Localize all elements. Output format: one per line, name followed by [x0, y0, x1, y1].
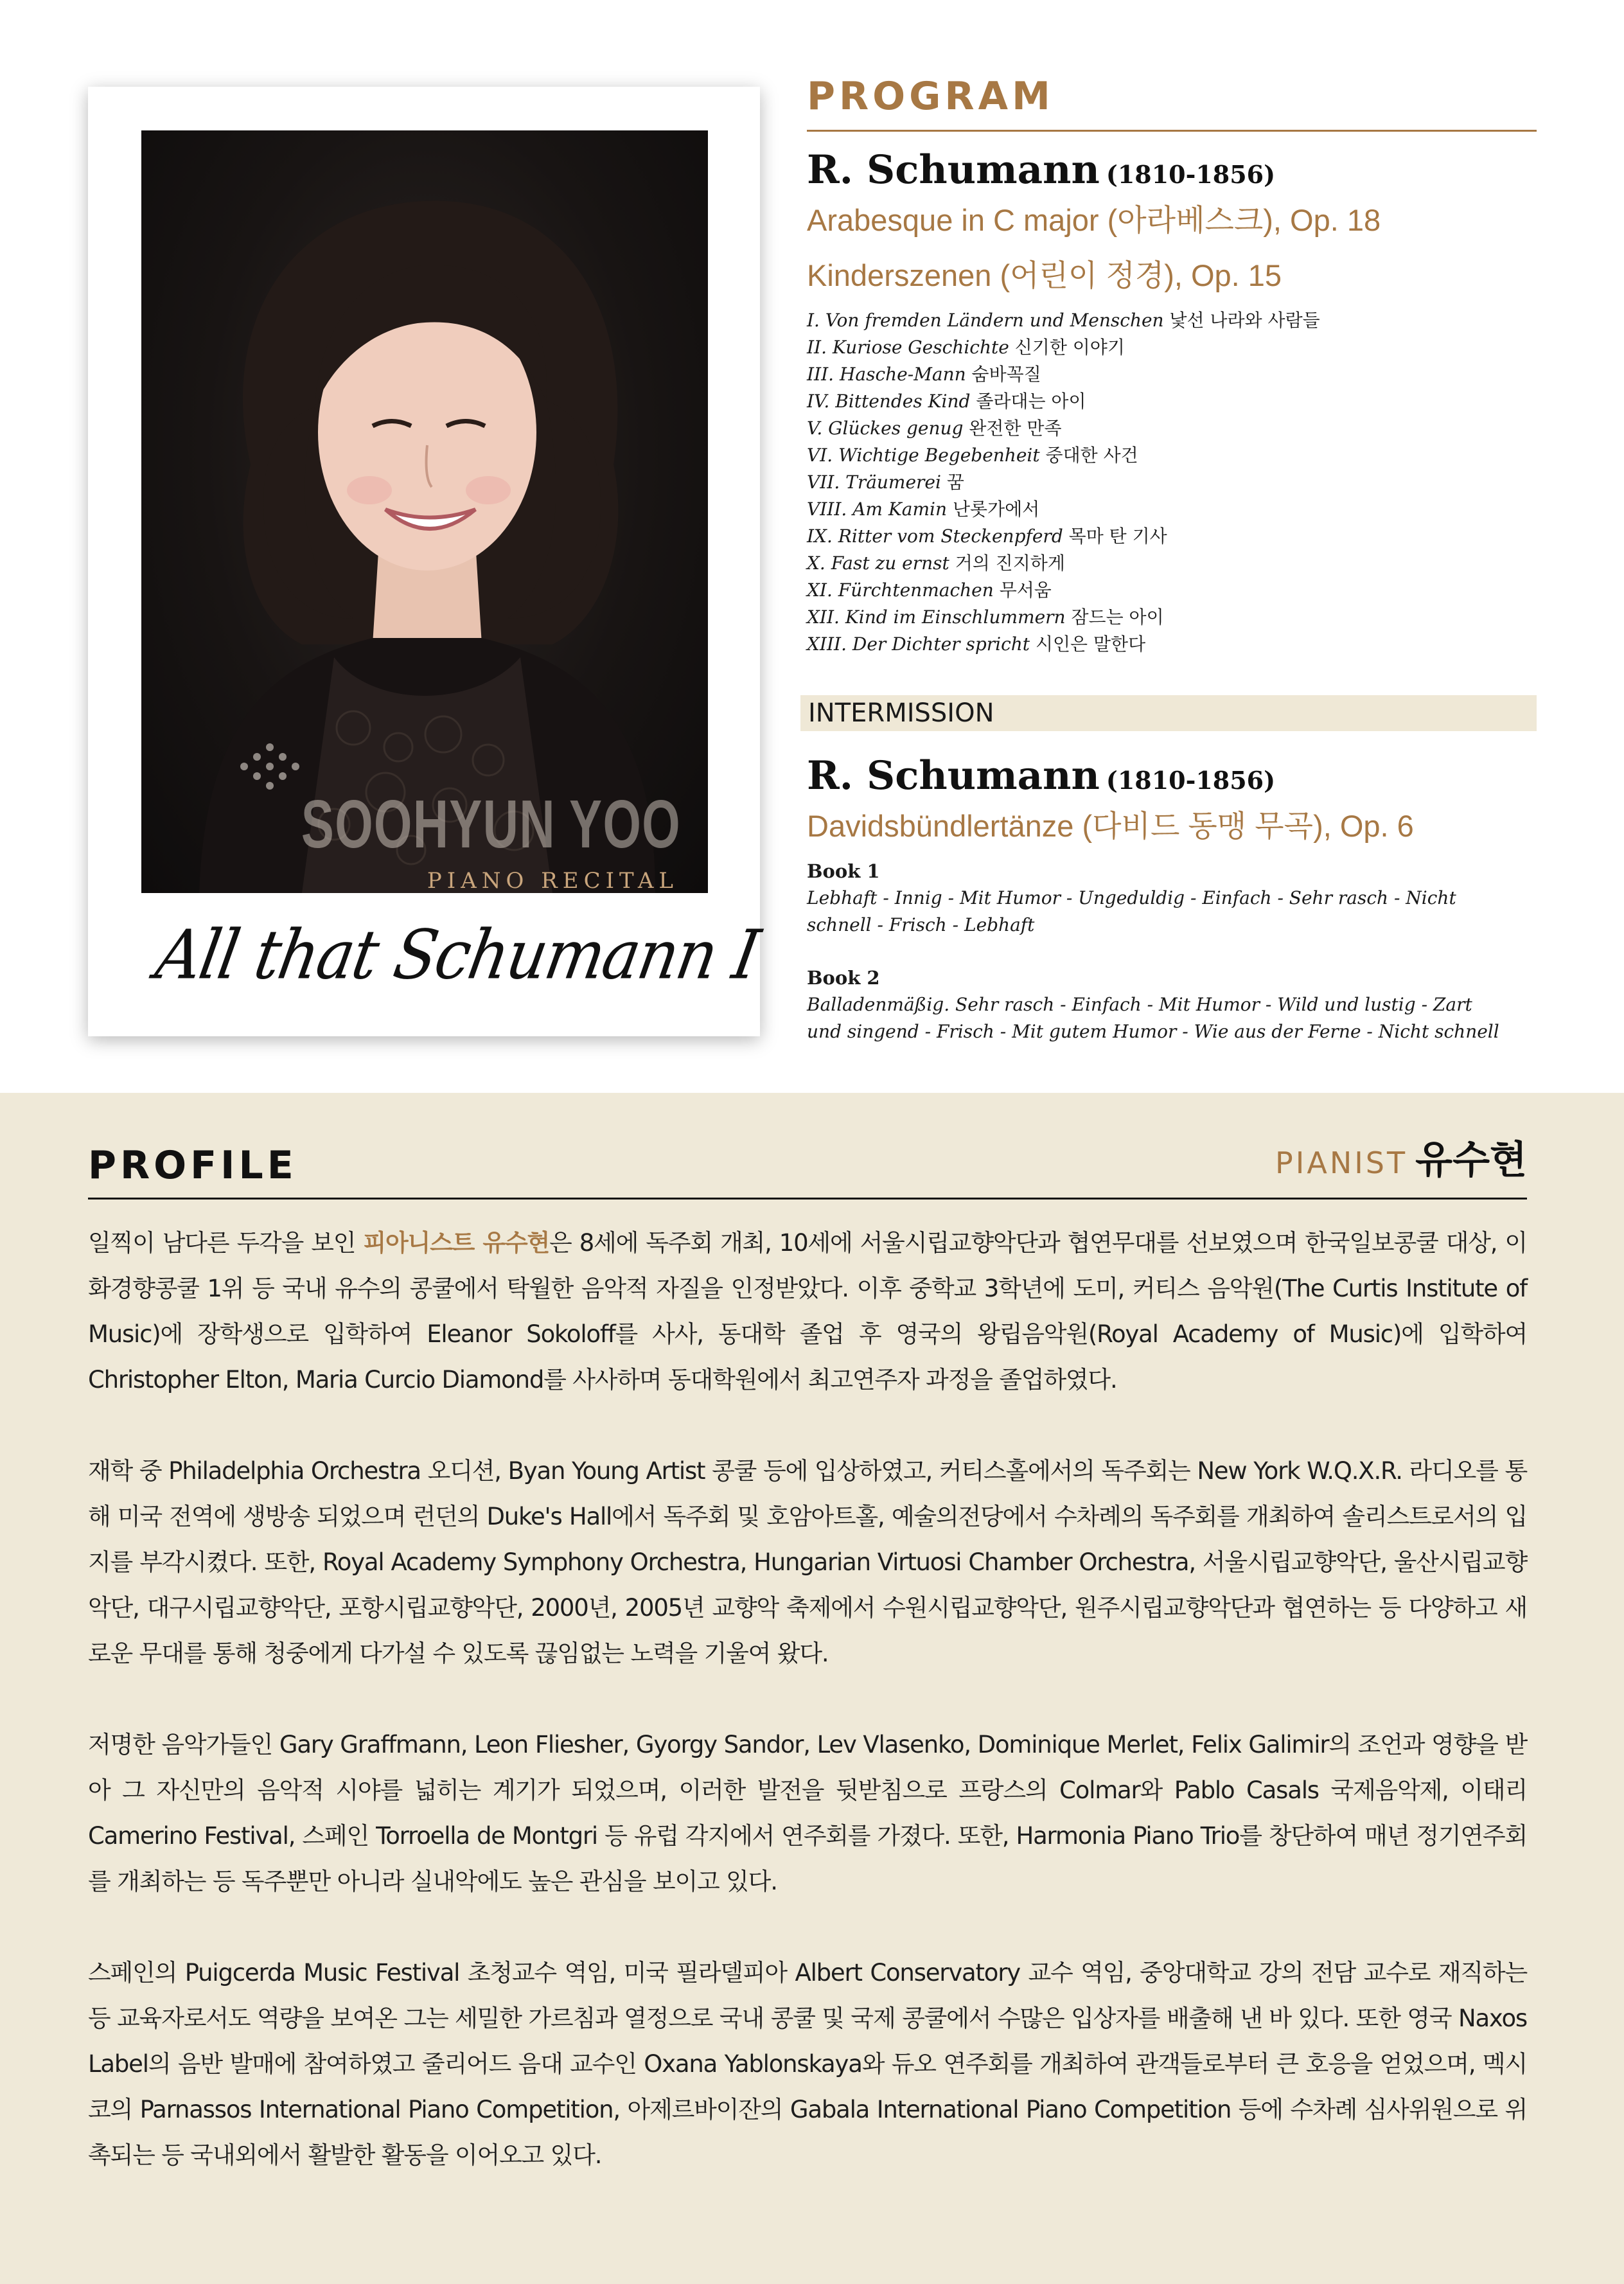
book-1-title: Book 1 — [807, 860, 880, 882]
bio-paragraph: 재학 중 Philadelphia Orchestra 오디션, Byan Young Artist 콩쿨 등에 입상하였고, 커티스홀에서의 독주회는 New York W.Q.X.R. 라디오를 통해 미국 전역에 생방송 되었으며 런던의 Duke's Hall에서 독주회 및 호암아트홀, 예술의전당에서 수차례의 독주회를 개최하여 솔리스트로서의 입지를 부각시켰다. 또한, Royal Academy Symphony Orchestra, Hungarian Virtuosi Chamber Orchestra, 서울시립교향악단, 울산시립교향악단, 대구시립교향악단, 포항시립교향악단, 2000년, 2005년 교향악 축제에서 수원시립교향악단, 원주시립교향악단과 협연하는 등 다양하고 새로운 무대를 통해 청중에게 다가설 수 있도록 끊임없는 노력을 기울여 왔다. — [88, 1457, 1527, 1667]
program-section — [807, 71, 1537, 1045]
movement-item: VI. Wichtige Begebenheit 중대한 사건 — [807, 445, 1138, 466]
composer-name: R. Schumann — [807, 147, 1100, 193]
composer-heading — [807, 750, 1537, 806]
pianist-role: PIANIST — [1275, 1146, 1408, 1180]
movement-item: IV. Bittendes Kind 졸라대는 아이 — [807, 391, 1086, 412]
composer-years: (1810-1856) — [1106, 160, 1276, 189]
composer-heading — [807, 145, 1537, 200]
composer-name: R. Schumann — [807, 753, 1100, 799]
movement-item: IX. Ritter vom Steckenpferd 목마 탄 기사 — [807, 526, 1167, 547]
intermission-bar: INTERMISSION — [800, 695, 1537, 731]
bio-paragraph: 스페인의 Puigcerda Music Festival 초청교수 역임, 미국 필라델피아 Albert Conservatory 교수 역임, 중앙대학교 강의 전담 교수로 재직하는 등 교육자로서도 역량을 보여온 그는 세밀한 가르침과 열정으로 국내 콩쿨 및 국제 콩쿨에서 수많은 입상자를 배출해 낸 바 있다. 또한 영국 Naxos Label의 음반 발매에 참여하였고 줄리어드 음대 교수인 Oxana Yablonskaya와 듀오 연주회를 개최하여 관객들로부터 큰 호응을 얻었으며, 멕시코의 Parnassos International Piano Competition, 아제르바이잔의 Gabala International Piano Competition 등에 수차례 심사위원으로 위촉되는 등 국내외에서 활발한 활동을 이어오고 있다. — [88, 1959, 1527, 2169]
photo-title: SOOHYUN YOO — [301, 786, 681, 862]
book-2-text: Balladenmäßig. Sehr rasch - Einfach - Mit Humor - Wild und lustig - Zart und singend - Frisch - Mit gutem Humor - Wie aus der Ferne - Nicht schnell — [807, 994, 1499, 1042]
movement-item: V. Glückes genug 완전한 만족 — [807, 418, 1062, 439]
program-heading: PROGRAM — [807, 74, 1054, 119]
book-2-title: Book 2 — [807, 967, 880, 989]
movement-item: II. Kuriose Geschichte 신기한 이야기 — [807, 337, 1125, 358]
composer-years: (1810-1856) — [1106, 766, 1276, 795]
profile-section — [0, 1093, 1624, 2284]
movement-list — [807, 307, 1537, 658]
profile-heading: PROFILE — [88, 1143, 297, 1188]
pianist-name: 유수현 — [1415, 1138, 1527, 1183]
work-title: Arabesque in C major (아라베스크), Op. 18 — [807, 203, 1381, 237]
movement-item: XIII. Der Dichter spricht 시인은 말한다 — [807, 633, 1146, 655]
bio-paragraph: 일찍이 남다른 두각을 보인 피아니스트 유수현은 8세에 독주회 개최, 10세에 서울시립교향악단과 협연무대를 선보였으며 한국일보콩쿨 대상, 이화경향콩쿨 1위 등 국내 유수의 콩쿨에서 탁월한 음악적 자질을 인정받았다. 이후 중학교 3학년에 도미, 커티스 음악원(The Curtis Institute of Music)에 장학생으로 입학하여 Eleanor Sokoloff를 사사, 동대학 졸업 후 영국의 왕립음악원(Royal Academy of Music)에 입학하여 Christopher Elton, Maria Curcio Diamond를 사사하며 동대학원에서 최고연주자 과정을 졸업하였다. — [88, 1229, 1527, 1394]
work-title: Kinderszenen (어린이 정경), Op. 15 — [807, 258, 1282, 292]
movement-item: III. Hasche-Mann 숨바꼭질 — [807, 364, 1041, 385]
script-title: All that Schumann I — [150, 915, 764, 995]
movement-item: I. Von fremden Ländern und Menschen 낯선 나라와 사람들 — [807, 310, 1320, 331]
portrait-illustration — [141, 130, 708, 893]
book-1-text: Lebhaft - Innig - Mit Humor - Ungeduldig - Einfach - Sehr rasch - Nicht schnell - Frisch - Lebhaft — [807, 887, 1456, 935]
movement-item: XI. Fürchtenmachen 무서움 — [807, 580, 1052, 601]
profile-body — [88, 1220, 1527, 2224]
bio-paragraph: 저명한 음악가들인 Gary Graffmann, Leon Fliesher, Gyorgy Sandor, Lev Vlasenko, Dominique Merlet, Felix Galimir의 조언과 영향을 받아 그 자신만의 음악적 시야를 넓히는 계기가 되었으며, 이러한 발전을 뒷받침으로 프랑스의 Colmar와 Pablo Casals 국제음악제, 이태리 Camerino Festival, 스페인 Torroella de Montgri 등 유럽 각지에서 연주회를 가졌다. 또한, Harmonia Piano Trio를 창단하여 매년 정기연주회를 개최하는 등 독주뿐만 아니라 실내악에도 높은 관심을 보이고 있다. — [88, 1731, 1527, 1895]
pianist-highlight: 피아니스트 유수현 — [363, 1229, 550, 1257]
movement-item: XII. Kind im Einschlummern 잠드는 아이 — [807, 606, 1164, 628]
pianist-label — [1275, 1131, 1527, 1199]
work-title: Davidsbündlertänze (다비드 동맹 무곡), Op. 6 — [807, 809, 1414, 843]
program-divider — [807, 130, 1537, 132]
profile-header — [88, 1131, 1527, 1202]
profile-divider — [88, 1198, 1527, 1200]
movement-item: VII. Träumerei 꿈 — [807, 472, 964, 493]
poster-card — [88, 87, 764, 1036]
movement-item: VIII. Am Kamin 난롯가에서 — [807, 499, 1040, 520]
photo-subtitle: PIANO RECITAL — [427, 868, 678, 893]
movement-item: X. Fast zu ernst 거의 진지하게 — [807, 553, 1065, 574]
pianist-photo — [141, 130, 708, 893]
